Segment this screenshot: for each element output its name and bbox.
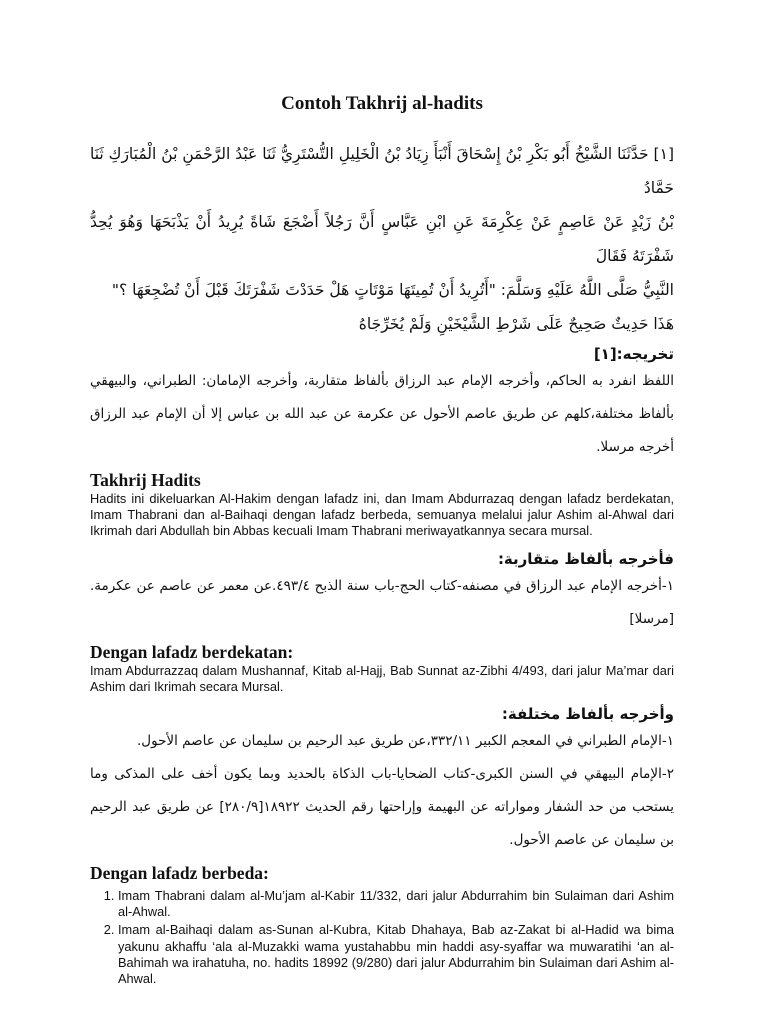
hadith-line: [١] حَدَّثَنَا الشَّيْخُ أَبُو بَكْرِ بْنُ إِسْحَاقَ أَنْبَأَ زِيَادُ بْنُ الْخَلِيلِ التُّسْتَرِيُّ ثَنَا عَبْدُ الرَّحْمَنِ بْنُ الْمُبَارَكِ ثَنَا حَمَّادُ xyxy=(90,145,674,197)
takhrij-heading: Takhrij Hadits xyxy=(90,470,201,490)
hadith-line: هَذَا حَدِيثٌ صَحِيحٌ عَلَى شَرْطِ الشَّيْخَيْنِ وَلَمْ يُخَرِّجَاهُ xyxy=(358,315,674,333)
takhrij-body: Hadits ini dikeluarkan Al-Hakim dengan lafadz ini, dan Imam Abdurrazaq dengan lafadz berdekatan, Imam Thabrani dan al-Baihaqi dengan lafadz berbeda, semuanya melalui jalur Ashim al-Ahwal dari Ikrimah dari Abdullah bin Abbas kecuali Imam Thabrani meriwayatkannya secara mursal. xyxy=(90,491,674,539)
mukhtalifa-arabic-heading: وأخرجه بألفاظ مختلفة: xyxy=(501,705,674,724)
mukhtalifa-arabic-item: ١-الإمام الطبراني في المعجم الكبير ٣٣٢/١١،عن طريق عبد الرحيم بن سليمان عن عاصم الأحول. xyxy=(137,733,674,750)
page-title: Contoh Takhrij al-hadits xyxy=(281,93,483,114)
hadith-text xyxy=(90,137,674,341)
hadith-line: بْنُ زَيْدٍ عَنْ عَاصِمٍ عَنْ عِكْرِمَةَ عَنِ ابْنِ عَبَّاسٍ أَنَّ رَجُلاً أَضْجَعَ شَاةً يُرِيدُ أَنْ يَذْبَحَهَا وَهُوَ يُحِدُّ شَفْرَتَهُ فَقَالَ xyxy=(90,213,674,265)
takhrij-arabic-body: اللفظ انفرد به الحاكم، وأخرجه الإمام عبد الرزاق بألفاظ متقاربة، وأخرجه الإمامان: الطبراني، والبيهقي بألفاظ مختلفة،كلهم عن طريق عاصم الأحول عن عكرمة عن عبد الله بن عباس إلا أن الإمام عبد الرزاق أخرجه مرسلا. xyxy=(90,373,674,455)
berbeda-list xyxy=(90,888,674,987)
takhrij-arabic-heading: تخريجه:[١] xyxy=(593,345,674,363)
muqaraba-arabic-heading: فأخرجه بألفاظ متقاربة: xyxy=(497,549,674,568)
list-item: 2. Imam al-Baihaqi dalam as-Sunan al-Kubra, Kitab Dhahaya, Bab az-Zakat bi al-Hadid wa bima yakunu akhaffu ‘ala al-Muzakki wama yustahabbu min haddi asy-syaffar wa muwaratihi ‘an al-Bahimah wa irahatuha, no. hadits 18992 (9/280) dari jalur Abdurrahim bin Sulaiman dari Ashim al-Ahwal. xyxy=(118,922,674,987)
berdekatan-body: Imam Abdurrazzaq dalam Mushannaf, Kitab al-Hajj, Bab Sunnat az-Zibhi 4/493, dari jalur Ma’mar dari Ashim dari Ikrimah secara Mursal. xyxy=(90,662,674,694)
list-item: 1. Imam Thabrani dalam al-Mu’jam al-Kabir 11/332, dari jalur Abdurrahim bin Sulaiman dari Ashim al-Ahwal. xyxy=(118,888,674,920)
muqaraba-arabic-body: ١-أخرجه الإمام عبد الرزاق في مصنفه-كتاب الحج-باب سنة الذبح ٤٩٣/٤.عن معمر عن عاصم عن عكرمة.[مرسلا] xyxy=(90,577,674,627)
berbeda-heading: Dengan lafadz berbeda: xyxy=(90,863,269,884)
hadith-line: النَّبِيُّ صَلَّى اللَّهُ عَلَيْهِ وَسَلَّمَ: "أَتُرِيدُ أَنْ تُمِيتَهَا مَوْتَاتٍ هَلْ حَدَدْتَ شَفْرَتَكَ قَبْلَ أَنْ تُضْجِعَهَا ؟" xyxy=(111,281,674,299)
berdekatan-heading: Dengan lafadz berdekatan: xyxy=(90,641,294,662)
mukhtalifa-arabic-item: ٢-الإمام البيهقي في السنن الكبرى-كتاب الضحايا-باب الذكاة بالحديد وبما يكون أخف على المذكى وما يستحب من حد الشفار ومواراته عن البهيمة وإراحتها رقم الحديث ١٨٩٢٢[٢٨٠/٩] عن طريق عبد الرحيم بن سليمان عن عاصم الأحول. xyxy=(90,766,674,849)
